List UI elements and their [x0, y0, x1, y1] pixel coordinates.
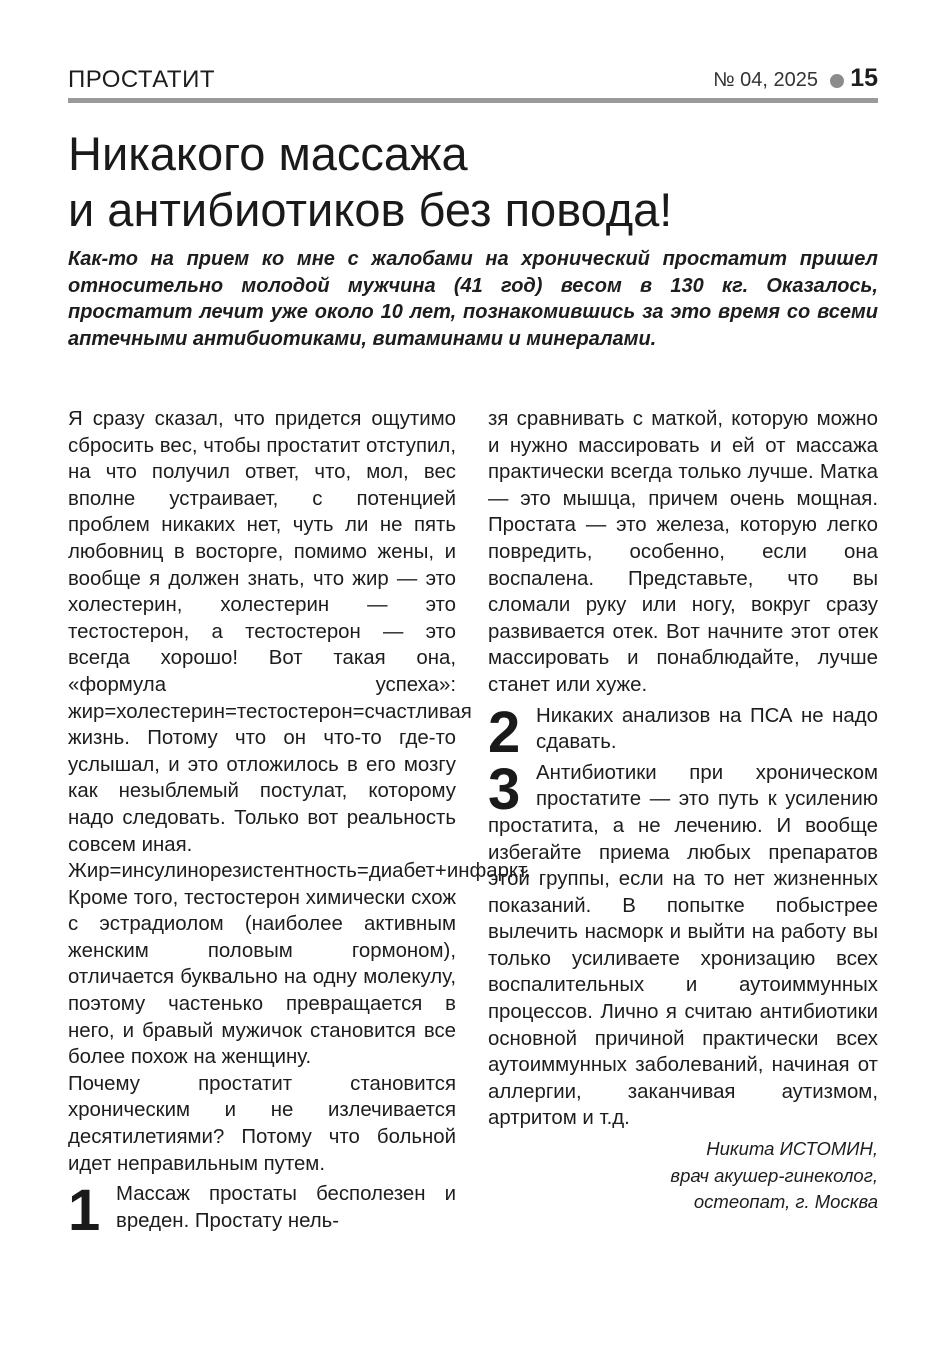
issue-number: № 04, 2025 — [713, 69, 818, 91]
body-paragraph: Я сразу сказал, что придется ощутимо сбросить вес, чтобы простатит отступил, на что получил ответ, что, мол, вес вполне устраивает, с потенцией проблем никаких нет, чуть ли не пять любовниц в восторге, помимо жены, и вообще я должен знать, что жир — это холестерин, холестерин — это тестостерон, а тестостерон — это всегда хорошо! Вот такая она, «формула успеха»: жир=холестерин=тестостерон=счастливая жизнь. Потому что он что-то где-то услышал, и это отложилось в его мозгу как незыблемый постулат, которому надо следовать. Только вот реальность совсем иная. — [68, 408, 472, 856]
body-paragraph: Жир=инсулинорезистентность=диабет+инфаркт. Кроме того, тестостерон химически схож с эстрадиолом (наиболее активным женским половым гормоном), отличается буквально на одну молекулу, поэтому частенько превращается в него, и бравый мужичок становится все более похож на женщину. — [68, 860, 531, 1069]
text-column-right — [488, 406, 878, 1216]
body-paragraph: Почему простатит становится хроническим и не излечивается десятилетиями? Потому что больной идет неправильным путем. — [68, 1072, 456, 1175]
point-number: 2 — [488, 699, 521, 765]
author-name: Никита ИСТОМИН, — [706, 1138, 878, 1160]
point-number: 3 — [488, 756, 521, 822]
text-column-left — [68, 406, 531, 1244]
page-number: 15 — [850, 64, 878, 92]
article-title — [68, 126, 878, 238]
point-text: Никаких анализов на ПСА не надо сдавать. — [536, 704, 878, 754]
title-line-1: Никакого массажа — [68, 127, 468, 180]
numbered-point-2 — [488, 699, 878, 765]
section-rubric: ПРОСТАТИТ — [68, 66, 215, 93]
point-number: 1 — [68, 1178, 101, 1244]
page-header — [68, 62, 878, 98]
point-text-continued: зя сравнивать с маткой, которую можно и нужно массировать и ей от массажа практически всегда только лучше. Матка — это мышца, причем очень мощная. Простата — это железа, которую легко повредить, особенно, если она воспалена. Представьте, что вы сломали руку или ногу, вокруг сразу развивается отек. Вот начните этот отек массировать и понаблюдайте, лучше станет или хуже. — [488, 408, 878, 696]
numbered-point-3 — [488, 756, 878, 1132]
author-title: врач акушер-гинеколог, — [670, 1164, 878, 1186]
bullet-dot-icon — [830, 74, 844, 88]
title-line-2: и антибиотиков без повода! — [68, 183, 673, 236]
numbered-point-1 — [68, 1178, 456, 1244]
header-divider — [68, 98, 878, 103]
point-text: Антибиотики при хроническом простатите — это путь к усилению простатита, а не лечению. И вообще избегайте приема любых препаратов этой группы, если на то нет жизненных показаний. В попытке побыстрее вылечить насморк и выйти на работу вы только усиливаете хронизацию всех воспалительных и аутоиммунных процессов. Лично я считаю антибиотики основной причиной практически всех аутоиммунных заболеваний, начиная от аллергии, заканчивая аутизмом, артритом и т.д. — [488, 761, 878, 1130]
author-signature — [488, 1136, 878, 1216]
article-lead: Как-то на прием ко мне с жалобами на хронический простатит пришел относительно молодой мужчина (41 год) весом в 130 кг. Оказалось, простатит лечит уже около 10 лет, познакомившись за это время со всеми аптечными антибиотиками, витаминами и минералами. — [68, 248, 878, 350]
point-text: Массаж простаты бесполезен и вреден. Простату нель- — [116, 1183, 456, 1232]
author-location: остеопат, г. Москва — [693, 1191, 878, 1213]
